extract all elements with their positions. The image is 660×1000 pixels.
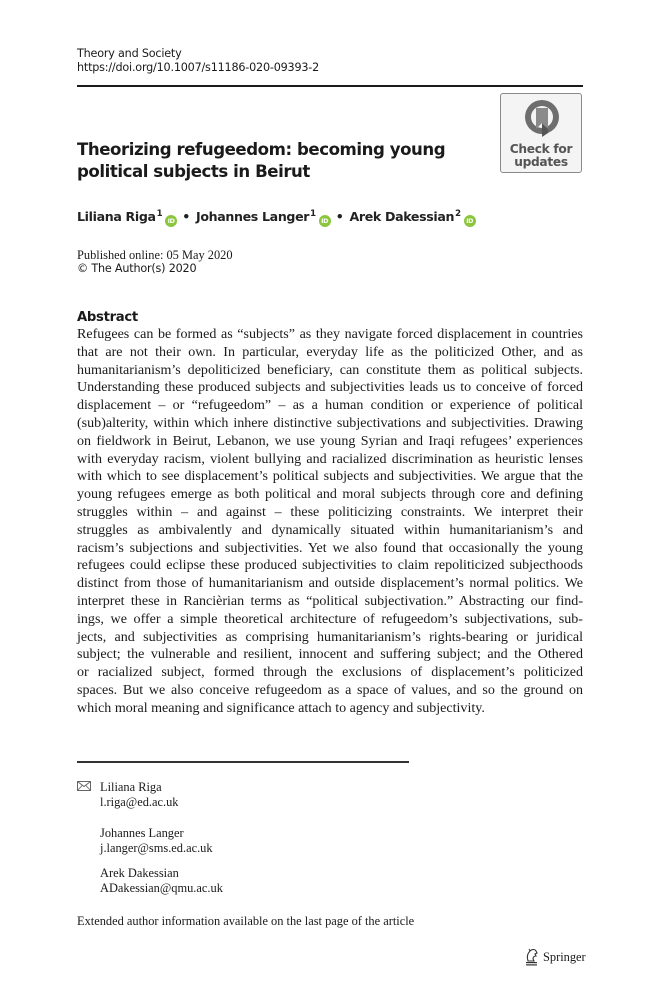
contact-entry [100, 826, 213, 856]
author-name[interactable]: Liliana Riga [77, 209, 156, 224]
contact-email[interactable]: j.langer@sms.ed.ac.uk [100, 841, 213, 855]
abstract-heading: Abstract [77, 310, 138, 325]
copyright-text: The Author(s) 2020 [91, 262, 197, 275]
orcid-icon[interactable]: iD [464, 215, 476, 227]
envelope-icon [77, 781, 91, 791]
article-title: Theorizing refugeedom: becoming young political subjects in Beirut [77, 140, 446, 181]
publisher-logo [524, 948, 586, 966]
badge-label-line1: Check for [509, 142, 573, 156]
affiliation-marker[interactable]: 1 [310, 209, 316, 219]
abstract-line: ings, we offer a simple theoretical architecture of refugeedom’s subjectivations, sub- [77, 610, 583, 627]
abstract-line: with which to see displacement’s political subjects and subjectivities. We argue that the [77, 468, 583, 485]
copyright-line [77, 262, 196, 276]
badge-label [501, 143, 581, 168]
abstract-line: on fieldwork in Beirut, Lebanon, we use young Syrian and Iraqi refugees’ experiences [77, 432, 583, 449]
author-separator: • [335, 209, 344, 224]
abstract-line: Understanding these produced subjects and subjectivities leads us to conceive of forced [77, 379, 583, 396]
author-name[interactable]: Johannes Langer [195, 209, 310, 224]
abstract-line: humanitarianism’s depoliticized beneficiary, can constitute them as political subjects. [77, 361, 583, 378]
author-name[interactable]: Arek Dakessian [349, 209, 455, 224]
crossmark-icon [524, 99, 560, 139]
copyright-icon: © [77, 262, 88, 275]
abstract-line: interpret these in Rancièrian terms as “political subjectivation.” Abstracting our find- [77, 592, 583, 609]
contact-name: Johannes Langer [100, 826, 184, 840]
affiliation-marker[interactable]: 2 [455, 209, 461, 219]
extended-author-info: Extended author information available on the last page of the article [77, 914, 415, 928]
abstract-line: (sub)alterity, within which inhere distinctive subjectivations and subjectivities. Drawing [77, 414, 583, 431]
contact-email[interactable]: ADakessian@qmu.ac.uk [100, 881, 223, 895]
badge-label-line2: updates [514, 154, 568, 169]
contact-entry [100, 780, 179, 810]
contact-name: Liliana Riga [100, 780, 162, 794]
abstract-line: displacement – or “refugeedom” – as a human condition or experience of political [77, 397, 583, 414]
abstract-line: spaces. But we also conceive refugeedom as a space of values, and so the ground on [77, 681, 583, 698]
abstract-line: which moral meaning and significance attach to agency and subjectivity. [77, 699, 485, 716]
orcid-icon[interactable]: iD [319, 215, 331, 227]
abstract-line: refugees could eclipse these produced subjectivities to claim repoliticized subjecthoods [77, 557, 583, 574]
abstract-line: struggles as ambivalently and dynamically situated within humanitarianism’s and [77, 521, 583, 538]
springer-horse-icon [524, 948, 540, 966]
abstract-line: with everyday racism, violent bullying and racialized discrimination as heuristic lenses [77, 450, 583, 467]
doi-link[interactable]: https://doi.org/10.1007/s11186-020-09393-2 [77, 61, 320, 74]
contact-entry [100, 866, 223, 896]
orcid-icon[interactable]: iD [165, 215, 177, 227]
author-separator: • [182, 209, 190, 224]
abstract-line: young refugees emerge as both political and moral subjects through core and defining [77, 486, 583, 503]
journal-name: Theory and Society [77, 47, 182, 60]
abstract-line: or racialized subject, formed through the exclusions of displacement’s politicized [77, 664, 583, 681]
abstract-body [77, 326, 583, 718]
abstract-line: subject; the vulnerable and resilient, innocent and suffering subject; and the Othered [77, 646, 583, 663]
author-list [77, 206, 479, 227]
check-for-updates-badge[interactable] [500, 93, 582, 173]
published-date: Published online: 05 May 2020 [77, 248, 233, 262]
contact-email[interactable]: l.riga@ed.ac.uk [100, 795, 179, 809]
affiliation-marker[interactable]: 1 [156, 209, 163, 219]
footnote-rule [77, 761, 409, 763]
abstract-line: that are not their own. In particular, everyday life as the politicized Other, and as [77, 343, 583, 360]
abstract-line: jects, and subjectivities as comprising humanitarianism’s rights-bearing or juridical [77, 628, 583, 645]
abstract-line: Refugees can be formed as “subjects” as they navigate forced displacement in countries [77, 326, 583, 342]
contact-name: Arek Dakessian [100, 866, 179, 880]
abstract-line: racism’s subjections and subjectivities. Yet we also found that occasionally the young [77, 539, 583, 556]
header-rule [77, 85, 583, 87]
publisher-name: Springer [543, 950, 586, 964]
abstract-line: distinct from those of humanitarianism and outside displacement’s normal politics. We [77, 575, 583, 592]
abstract-line: struggles within – and against – these politicizing constraints. We interpret their [77, 503, 583, 520]
